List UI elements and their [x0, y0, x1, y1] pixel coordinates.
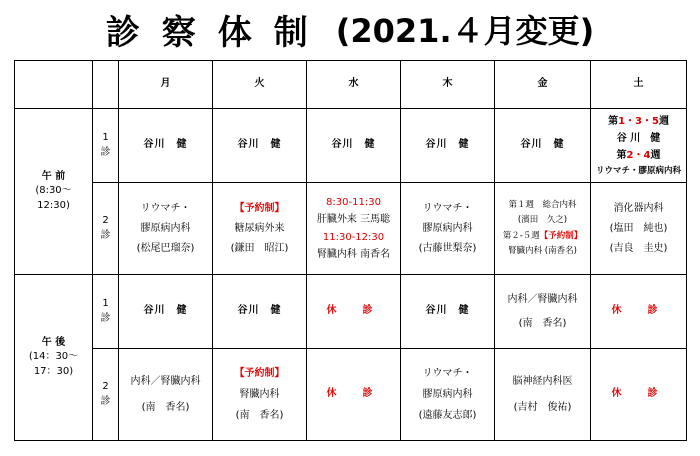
am-label: 午 前: [41, 170, 66, 182]
week-range: 第２-５週: [502, 230, 540, 241]
am1-mon: 谷川 健: [119, 109, 213, 183]
pm-period-cell: [15, 275, 93, 441]
doctor-name: (塩田 純也): [609, 222, 668, 234]
pm-session-2-label: [93, 349, 119, 441]
am2-thu: [401, 183, 495, 275]
doctor-name: (松尾巴瑠奈): [136, 242, 195, 254]
sat-week-suffix-2: 週: [650, 149, 661, 161]
dept-line: 腎臓内科: [239, 389, 280, 400]
session-label: 診: [100, 312, 111, 324]
am-session-1-label: [93, 109, 119, 183]
schedule-table: [14, 60, 687, 441]
doctor-name: (吉村 俊祐): [513, 401, 572, 413]
am1-tue: 谷川 健: [213, 109, 307, 183]
sat-week-prefix: 第: [608, 115, 619, 127]
am1-thu: 谷川 健: [401, 109, 495, 183]
header-blank: [15, 61, 93, 109]
am-session-2-label: [93, 183, 119, 275]
doctor-name: (遠藤友志郎): [418, 410, 477, 421]
am-time-end: 12:30): [37, 199, 70, 211]
pm2-tue: [213, 349, 307, 441]
sat-doctor-1: 谷 川 健: [616, 132, 661, 144]
reservation-badge: 【予約制】: [234, 202, 285, 214]
am1-wed: 谷川 健: [307, 109, 401, 183]
dept-line: 内科／腎臓内科: [130, 375, 201, 387]
pm1-fri: [495, 275, 591, 349]
pm-session-2-row: [15, 349, 687, 441]
dept-line: 肝臓外来 三馬聡: [316, 214, 391, 225]
dept-line: 腎臓内科 (南香名): [508, 245, 577, 256]
am-time-start: (8:30～: [35, 185, 72, 197]
dept-line: 膠原病内科: [140, 222, 191, 234]
am2-fri: [495, 183, 591, 275]
reservation-badge: 【予約制】: [234, 368, 285, 379]
am-session-1-row: [15, 109, 687, 183]
day-header-mon: 月: [119, 61, 213, 109]
page-title: [0, 0, 700, 58]
header-blank-2: [93, 61, 119, 109]
day-header-thu: 木: [401, 61, 495, 109]
am-period-cell: [15, 109, 93, 275]
pm1-wed: 休 診: [307, 275, 401, 349]
header-row: [15, 61, 687, 109]
session-number: 2: [102, 381, 109, 392]
dept-line: 脳神経内科医: [512, 375, 573, 387]
pm1-sat: 休 診: [591, 275, 687, 349]
dept-line: 第１週 総合内科: [508, 199, 577, 210]
dept-line: 糖尿病外来: [234, 222, 285, 234]
pm-time-end: 17：30): [33, 365, 74, 377]
doctor-name: (南 香名): [141, 401, 190, 413]
pm-label: 午 後: [41, 336, 66, 348]
pm2-sat: 休 診: [591, 349, 687, 441]
pm-session-1-row: [15, 275, 687, 349]
doctor-name: (濱田 久之): [517, 215, 568, 226]
doctor-name: (古藤世梨奈): [418, 242, 477, 254]
dept-line: 消化器内科: [613, 202, 664, 214]
dept-line: 内科／腎臓内科: [507, 293, 578, 305]
pm2-wed: 休 診: [307, 349, 401, 441]
pm2-fri: [495, 349, 591, 441]
day-header-tue: 火: [213, 61, 307, 109]
sat-week-suffix: 週: [658, 115, 669, 127]
am1-sat: [591, 109, 687, 183]
title-main: 診察体制: [105, 12, 330, 53]
session-label: 診: [100, 229, 111, 241]
pm-time-start: (14：30～: [28, 351, 79, 363]
sat-dept-rheumatology: リウマチ・膠原病内科: [595, 165, 681, 176]
doctor-name: (南 香名): [235, 410, 284, 421]
doctor-name: (南 香名): [518, 317, 567, 329]
dept-line: リウマチ・: [422, 202, 473, 214]
session-number: 2: [102, 215, 109, 226]
pm-session-1-label: [93, 275, 119, 349]
title-sub: (2021.４月変更): [335, 12, 595, 50]
am2-wed: [307, 183, 401, 275]
dept-line: 腎臓内科 南香名: [316, 249, 391, 260]
sat-week-numbers-1: 1・3・5: [618, 115, 659, 127]
session-number: 1: [102, 132, 109, 143]
dept-line: リウマチ・: [422, 368, 473, 379]
time-range: 8:30-11:30: [326, 196, 381, 208]
sat-week-numbers-2: 2・4: [626, 149, 651, 161]
pm2-mon: [119, 349, 213, 441]
day-header-fri: 金: [495, 61, 591, 109]
pm1-thu: 谷川 健: [401, 275, 495, 349]
doctor-name: (吉良 圭史): [609, 242, 668, 254]
dept-line: 膠原病内科: [422, 389, 473, 400]
session-number: 1: [102, 298, 109, 309]
sat-week-prefix-2: 第: [616, 149, 627, 161]
reservation-badge: 【予約制】: [539, 230, 583, 241]
am2-mon: [119, 183, 213, 275]
pm1-mon: 谷川 健: [119, 275, 213, 349]
day-header-wed: 水: [307, 61, 401, 109]
am1-fri: 谷川 健: [495, 109, 591, 183]
pm1-tue: 谷川 健: [213, 275, 307, 349]
dept-line: リウマチ・: [140, 202, 191, 214]
dept-line: 膠原病内科: [422, 222, 473, 234]
doctor-name: (鎌田 昭江): [230, 242, 289, 254]
time-range: 11:30-12:30: [322, 231, 385, 243]
session-label: 診: [100, 146, 111, 158]
am-session-2-row: [15, 183, 687, 275]
am2-tue: [213, 183, 307, 275]
session-label: 診: [100, 395, 111, 407]
am2-sat: [591, 183, 687, 275]
pm2-thu: [401, 349, 495, 441]
day-header-sat: 土: [591, 61, 687, 109]
